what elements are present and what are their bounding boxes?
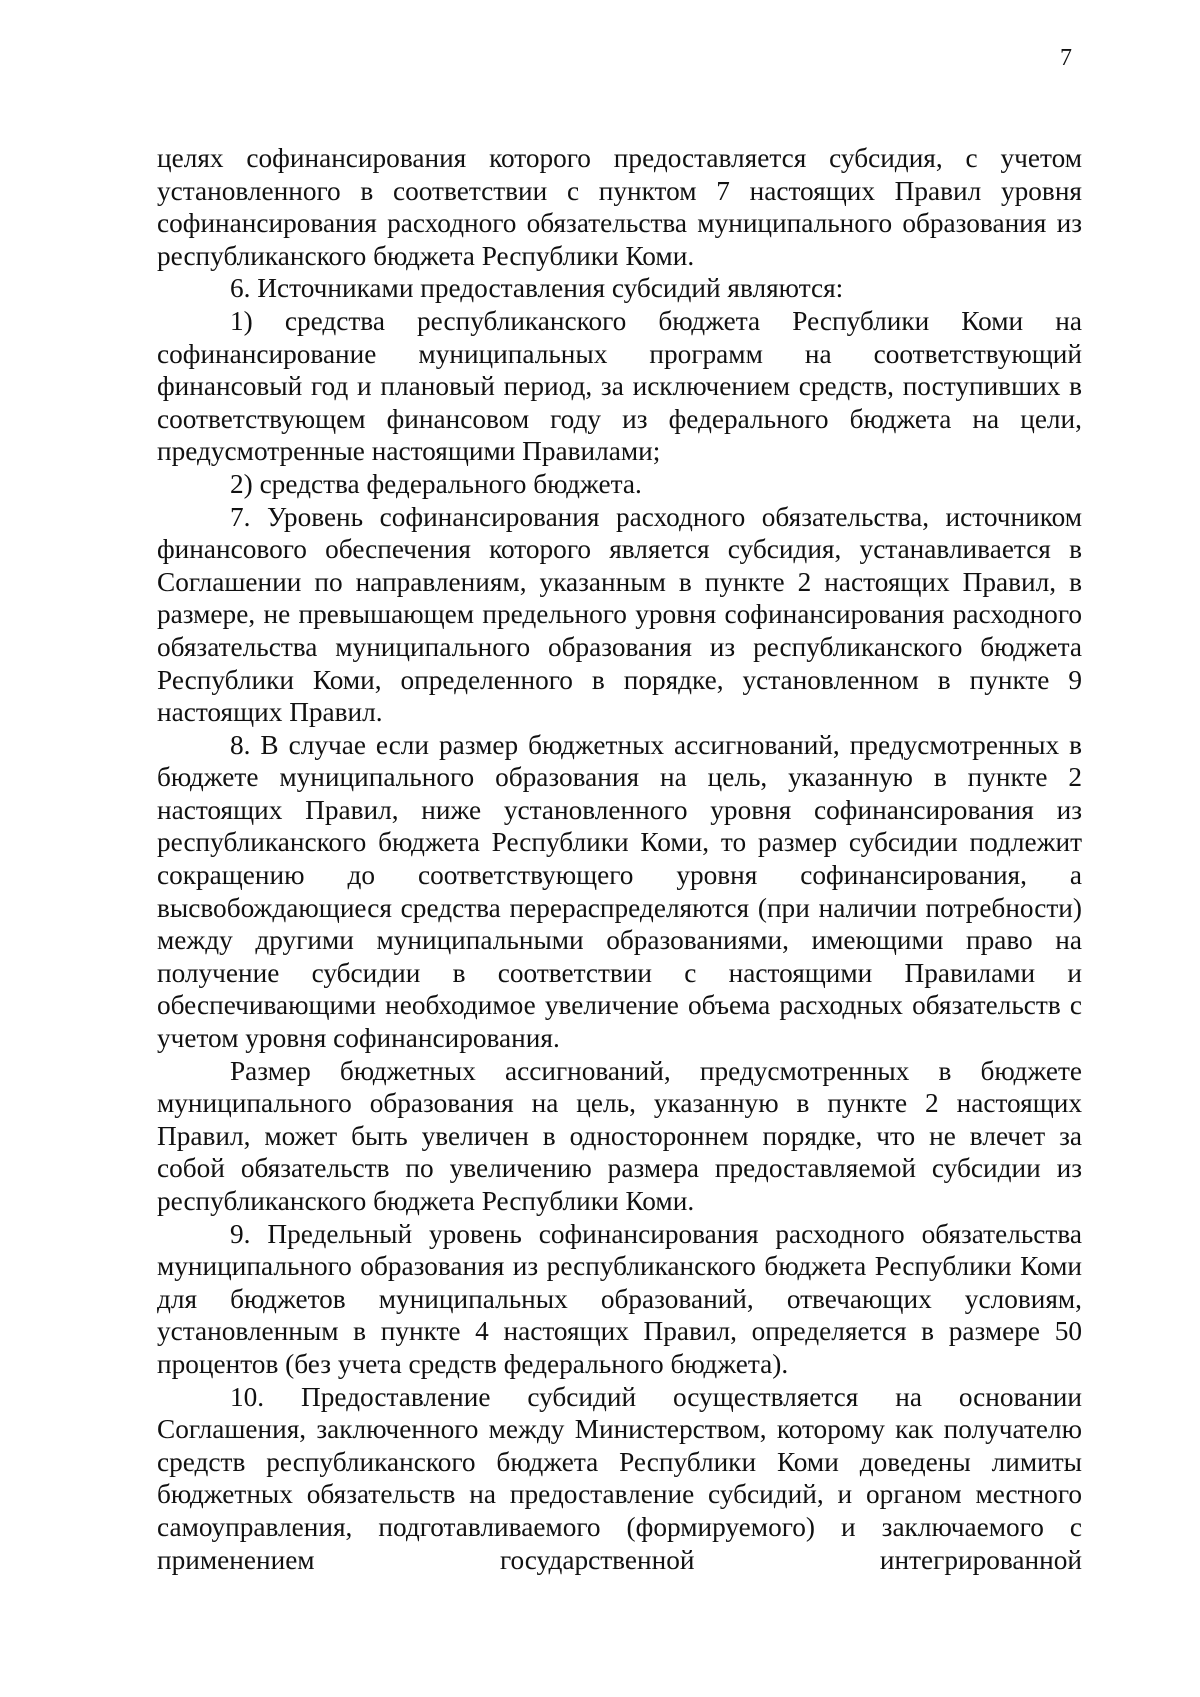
paragraph-6-item-2: 2) средства федерального бюджета. (230, 468, 642, 499)
paragraph-7: 7. Уровень софинансирования расходного обязательства, источником финансового обеспечения которого является субсидия, устанавливается в Соглашении по направлениям, указанным в пункте 2 настоящих Правил, в размере, не превышающем предельного уровня софинансирования расходного обязательства муниципального образования из республиканского бюджета Республики Коми, определенного в порядке, установленном в пункте 9 настоящих Правил. (157, 501, 1082, 728)
paragraph-6: 6. Источниками предоставления субсидий являются: (230, 273, 844, 304)
document-body (157, 142, 1082, 1576)
paragraph-9: 9. Предельный уровень софинансирования расходного обязательства муниципального образования из республиканского бюджета Республики Коми для бюджетов муниципальных образований, отвечающих условиям, установленным в пункте 4 настоящих Правил, определяется в размере 50 процентов (без учета средств федерального бюджета). (157, 1218, 1082, 1379)
paragraph-8-second: Размер бюджетных ассигнований, предусмотренных в бюджете муниципального образования на цель, указанную в пункте 2 настоящих Правил, может быть увеличен в одностороннем порядке, что не влечет за собой обязательств по увеличению размера предоставляемой субсидии из республиканского бюджета Республики Коми. (157, 1055, 1082, 1216)
page-number: 7 (1060, 45, 1072, 71)
paragraph-8: 8. В случае если размер бюджетных ассигнований, предусмотренных в бюджете муниципального образования на цель, указанную в пункте 2 настоящих Правил, ниже установленного уровня софинансирования из республиканского бюджета Республики Коми, то размер субсидии подлежит сокращению до соответствующего уровня софинансирования, а высвобождающиеся средства перераспределяются (при наличии потребности) между другими муниципальными образованиями, имеющими право на получение субсидии в соответствии с настоящими Правилами и обеспечивающими необходимое увеличение объема расходных обязательств с учетом уровня софинансирования. (157, 729, 1082, 1054)
paragraph-6-item-1: 1) средства республиканского бюджета Республики Коми на софинансирование муниципальных программ на соответствующий финансовый год и плановый период, за исключением средств, поступивших в соответствующем финансовом году из федерального бюджета на цели, предусмотренные настоящими Правилами; (157, 305, 1082, 467)
paragraph-10: 10. Предоставление субсидий осуществляется на основании Соглашения, заключенного между Министерством, которому как получателю средств республиканского бюджета Республики Коми доведены лимиты бюджетных обязательств на предоставление субсидий, и органом местного самоуправления, подготавливаемого (формируемого) и заключаемого с применением государственной интегрированной (157, 1381, 1082, 1575)
paragraph-5-continuation: целях софинансирования которого предоставляется субсидия, с учетом установленного в соответствии с пунктом 7 настоящих Правил уровня софинансирования расходного обязательства муниципального образования из республиканского бюджета Республики Коми. (157, 143, 1082, 271)
